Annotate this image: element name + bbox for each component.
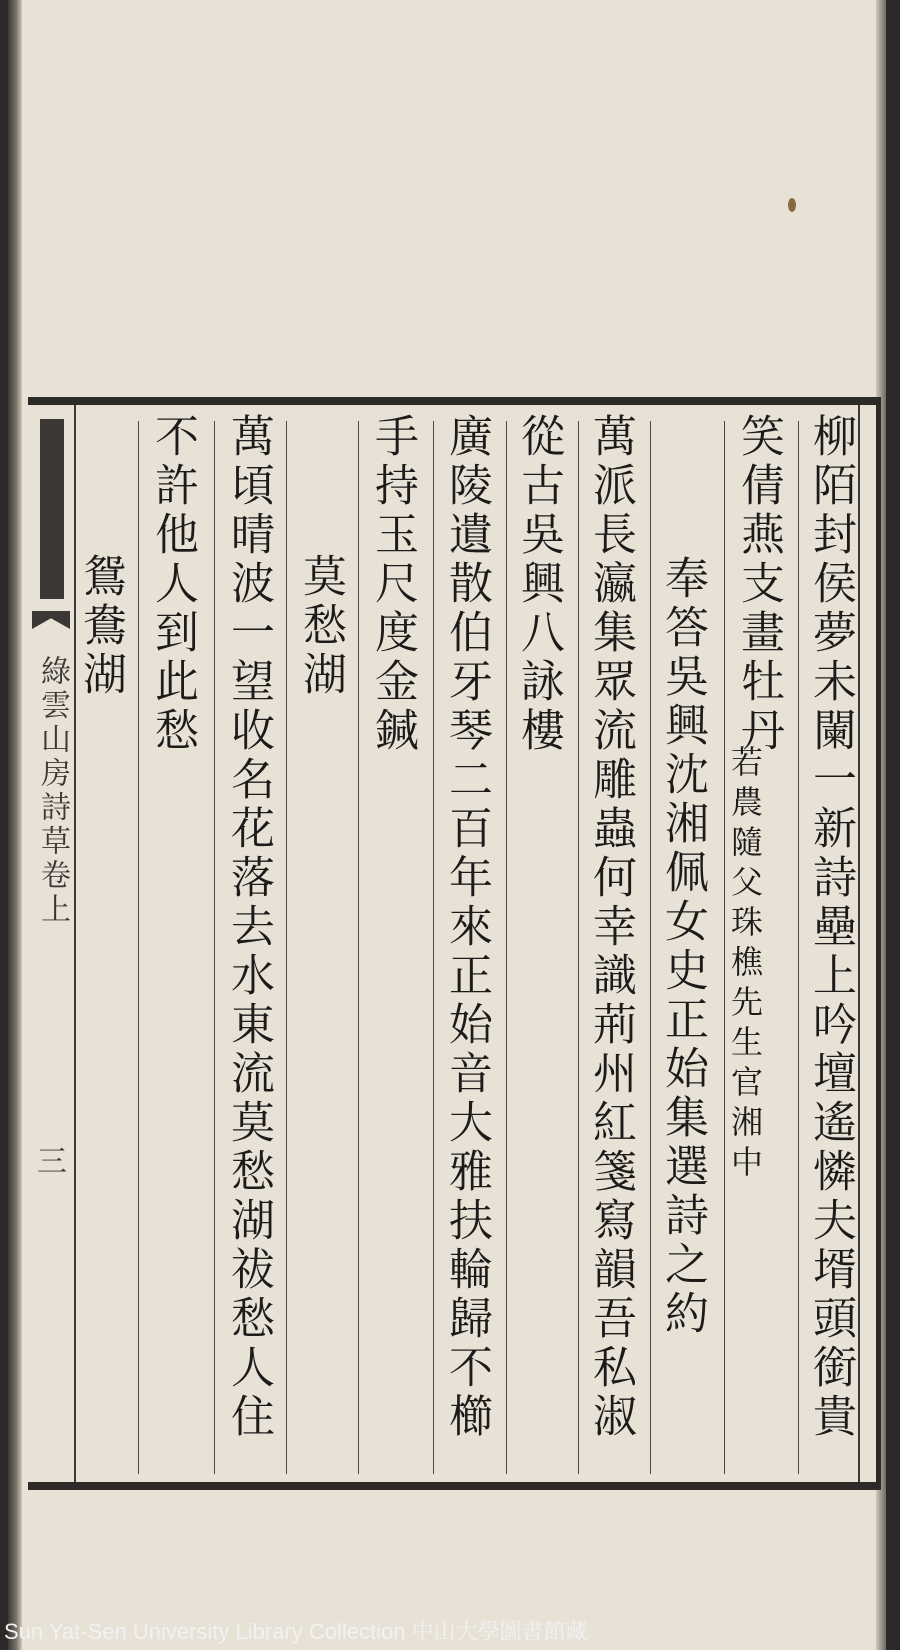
column-rule	[214, 421, 215, 1474]
column-rule	[286, 421, 287, 1474]
text-column-9: 萬頃晴波一望收名花落去水東流莫愁湖祓愁人住	[223, 413, 274, 1442]
banxin-centerfold	[28, 405, 76, 1482]
text-column-6: 廣陵遺散伯牙琴二百年來正始音大雅扶輪歸不櫛	[441, 413, 492, 1442]
page-spine	[8, 0, 22, 1650]
paper-stain	[788, 198, 796, 212]
column-rule	[724, 421, 725, 1474]
text-column-2-note: 若農隨父珠樵先生官湘中	[726, 745, 764, 1185]
column-rule	[650, 421, 651, 1474]
banxin-page-number: 三	[31, 1145, 66, 1175]
text-column-5: 從古吳興八詠樓	[513, 413, 564, 756]
column-rule	[578, 421, 579, 1474]
fishtail-mark	[40, 419, 64, 599]
text-column-8: 莫愁湖	[295, 553, 346, 700]
column-rule	[506, 421, 507, 1474]
column-rule	[358, 421, 359, 1474]
text-column-4: 萬派長瀛集眾流雕蟲何幸識荊州紅箋寫韻吾私淑	[585, 413, 636, 1442]
text-column-10: 不許他人到此愁	[147, 413, 198, 756]
text-column-11: 鴛鴦湖	[75, 553, 126, 700]
collection-credit: Sun Yat-Sen University Library Collection 中山大學圖書館藏	[4, 1619, 588, 1644]
text-frame	[28, 397, 881, 1490]
book-page	[8, 0, 886, 1650]
text-column-3: 奉答吳興沈湘佩女史正始集選詩之約	[657, 555, 708, 1339]
banxin-title: 綠雲山房詩草卷上	[35, 655, 70, 927]
column-rule	[798, 421, 799, 1474]
fishtail-notch	[32, 611, 70, 629]
text-column-1: 柳陌封侯夢未闌一新詩壘上吟壇遙憐夫壻頭銜貴	[805, 413, 856, 1442]
column-rule	[433, 421, 434, 1474]
text-column-7: 手持玉尺度金鍼	[367, 413, 418, 756]
frame-inner-rule	[858, 405, 860, 1482]
column-rule	[138, 421, 139, 1474]
text-column-2: 笑倩燕支畫牡丹	[733, 413, 784, 756]
